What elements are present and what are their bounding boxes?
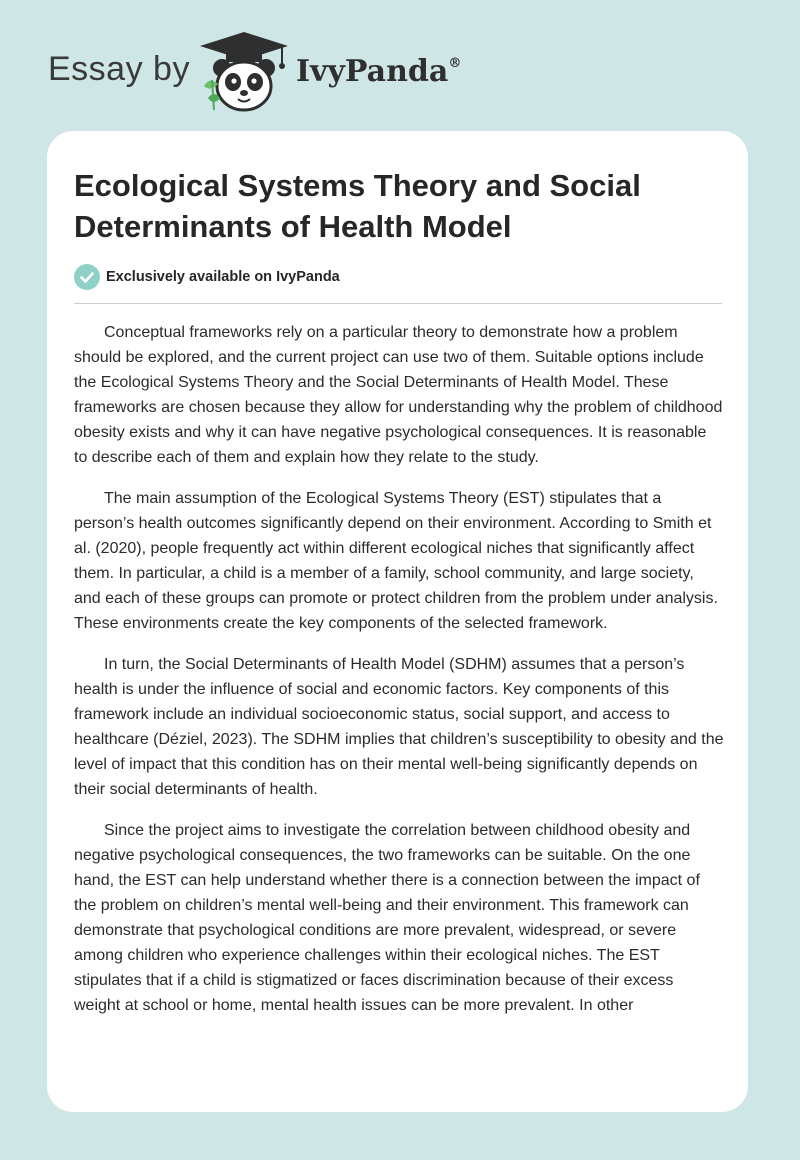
registered-mark: ® <box>448 56 462 71</box>
brand-name-text: IvyPanda <box>296 54 449 89</box>
paragraph: The main assumption of the Ecological Systems Theory (EST) stipulates that a person’s health outcomes significantly depend on their environment. According to Smith et al. (2020), people frequently act within different ecological niches that significantly affect them. In particular, a child is a member of a family, school community, and large society, and each of these groups can promote or protect children from the problem under analysis. These environments create the key components of the selected framework. <box>74 490 718 632</box>
exclusive-badge <box>74 264 340 290</box>
paragraph: In turn, the Social Determinants of Health Model (SDHM) assumes that a person’s health is under the influence of social and economic factors. Key components of this framework include an individual socioeconomic status, social support, and access to healthcare (Déziel, 2023). The SDHM implies that children’s susceptibility to obesity and the level of impact that this condition has on their mental well-being significantly depends on their social determinants of health. <box>74 656 724 798</box>
paragraph: Conceptual frameworks rely on a particular theory to demonstrate how a problem should be explored, and the current project can use two of them. Suitable options include the Ecological Systems Theory and the Social Determinants of Health Model. These frameworks are chosen because they allow for understanding why the problem of childhood obesity exists and why it can have negative psychological consequences. It is reasonable to describe each of them and explain how they relate to the study. <box>74 324 723 466</box>
paragraph: Since the project aims to investigate the correlation between childhood obesity and negative psychological consequences, the two frameworks can be suitable. On the one hand, the EST can help understand whether there is a connection between the impact of the problem on children’s mental well-being and their environment. This framework can demonstrate that psychological conditions are more prevalent, widespread, or severe among children who experience challenges within their ecological niches. The EST stipulates that if a child is stigmatized or faces discrimination because of their excess weight at school or home, mental health issues can be more prevalent. In other <box>74 822 700 1014</box>
brand-name[interactable] <box>296 54 461 89</box>
site-header <box>0 0 800 130</box>
essay-card <box>47 131 748 1112</box>
panda-graduate-icon[interactable] <box>196 28 292 114</box>
essay-body <box>74 320 724 1034</box>
check-circle-icon <box>74 264 100 290</box>
essay-by-label: Essay by <box>48 50 190 88</box>
essay-title: Ecological Systems Theory and Social Determinants of Health Model <box>74 168 641 244</box>
title-divider <box>74 303 722 304</box>
exclusive-badge-label: Exclusively available on IvyPanda <box>106 269 340 285</box>
